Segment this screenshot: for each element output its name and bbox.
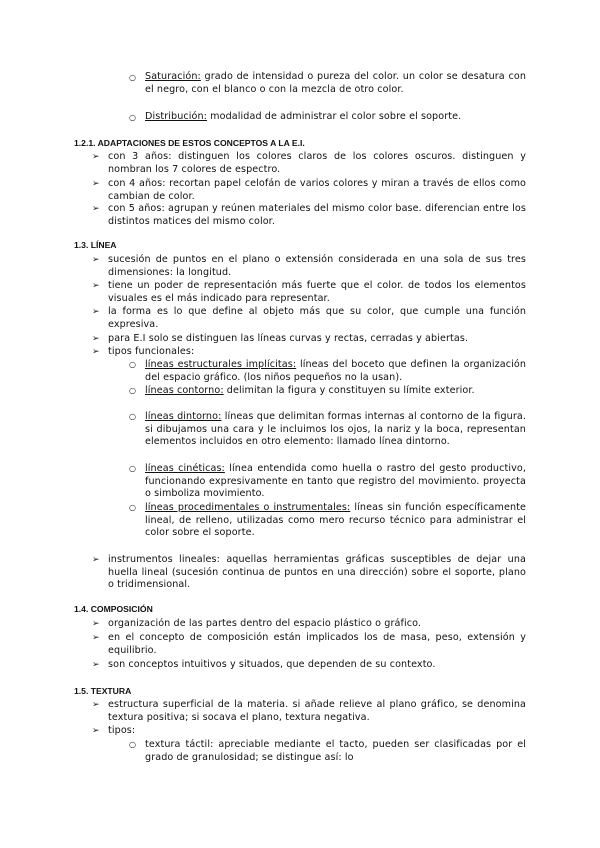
circle-bullet-icon: ○	[129, 503, 136, 512]
arrow-bullet-icon: ➢	[92, 307, 100, 317]
arrow-bullet-icon: ➢	[92, 555, 100, 565]
arrow-bullet-icon: ➢	[92, 179, 100, 189]
arrow-bullet-icon: ➢	[92, 204, 100, 214]
list-item: Distribución: modalidad de administrar el color sobre el soporte.	[145, 111, 462, 122]
arrow-bullet-icon: ➢	[92, 152, 100, 162]
circle-bullet-icon: ○	[129, 412, 136, 421]
list-item: en el concepto de composición están implicados los de masa, peso, extensión y equilibrio.	[108, 632, 526, 656]
list-item: líneas contorno: delimitan la figura y constituyen su límite exterior.	[145, 385, 475, 396]
list-item: líneas dintorno: líneas que delimitan formas internas al contorno de la figura. si dibujamos una cara y le incluimos los ojos, la nariz y la boca, representan elementos incluidos en otro elemento: llamado línea dintorno.	[145, 411, 526, 448]
list-item: con 3 años: distinguen los colores claros de los colores oscuros. distinguen y nombran los 7 colores de espectro.	[108, 151, 526, 175]
arrow-bullet-icon: ➢	[92, 619, 100, 629]
list-item: para E.I solo se distinguen las líneas curvas y rectas, cerradas y abiertas.	[108, 333, 469, 344]
arrow-bullet-icon: ➢	[92, 726, 100, 736]
list-item: organización de las partes dentro del espacio plástico o gráfico.	[108, 618, 422, 629]
arrow-bullet-icon: ➢	[92, 334, 100, 344]
section-heading: 1.4. COMPOSICIÓN	[74, 604, 153, 614]
list-item: líneas estructurales implícitas: líneas del boceto que definen la organización del espacio gráfico. (los niños pequeños no la usan).	[145, 359, 526, 383]
list-item: sucesión de puntos en el plano o extensión considerada en una sola de sus tres dimensiones: la longitud.	[108, 254, 526, 278]
circle-bullet-icon: ○	[129, 740, 136, 749]
list-item: con 5 años: agrupan y reúnen materiales del mismo color base. diferencian entre los distintos matices del mismo color.	[108, 203, 526, 227]
arrow-bullet-icon: ➢	[92, 660, 100, 670]
section-heading: 1.3. LÍNEA	[74, 240, 117, 250]
arrow-bullet-icon: ➢	[92, 347, 100, 357]
list-item: tipos funcionales:	[108, 346, 195, 357]
arrow-bullet-icon: ➢	[92, 633, 100, 643]
list-item: Saturación: grado de intensidad o pureza del color. un color se desatura con el negro, con el blanco o con la mezcla de otro color.	[145, 71, 526, 95]
list-item: líneas cinéticas: línea entendida como huella o rastro del gesto productivo, funcionando expresivamente en tanto que registro del movimiento. proyecta o simboliza movimiento.	[145, 463, 526, 500]
list-item: estructura superficial de la materia. si añade relieve al plano gráfico, se denomina textura positiva; si socava el plano, textura negativa.	[108, 699, 526, 723]
list-item: instrumentos lineales: aquellas herramientas gráficas susceptibles de dejar una huella lineal (sucesión continua de puntos en una dirección) sobre el soporte, plano o tridimensional.	[108, 554, 526, 591]
circle-bullet-icon: ○	[129, 360, 136, 369]
section-heading: 1.5. TEXTURA	[74, 686, 132, 696]
arrow-bullet-icon: ➢	[92, 255, 100, 265]
arrow-bullet-icon: ➢	[92, 281, 100, 291]
list-item: textura táctil: apreciable mediante el tacto, pueden ser clasificadas por el grado de granulosidad; se distingue así: lo	[145, 739, 526, 763]
circle-bullet-icon: ○	[129, 73, 136, 82]
circle-bullet-icon: ○	[129, 113, 136, 122]
list-item: tiene un poder de representación más fuerte que el color. de todos los elementos visuales es el más indicado para representar.	[108, 280, 526, 304]
circle-bullet-icon: ○	[129, 464, 136, 473]
list-item: líneas procedimentales o instrumentales: líneas sin función específicamente lineal, de relleno, utilizadas como mero recurso técnico para administrar el color sobre el soporte.	[145, 502, 526, 539]
list-item: tipos:	[108, 725, 136, 736]
list-item: con 4 años: recortan papel celofán de varios colores y miran a través de ellos como cambian de color.	[108, 178, 526, 202]
arrow-bullet-icon: ➢	[92, 700, 100, 710]
circle-bullet-icon: ○	[129, 386, 136, 395]
list-item: la forma es lo que define al objeto más que su color, que cumple una función expresiva.	[108, 306, 526, 330]
section-heading: 1.2.1. ADAPTACIONES DE ESTOS CONCEPTOS A LA E.I.	[74, 138, 305, 148]
list-item: son conceptos intuitivos y situados, que dependen de su contexto.	[108, 659, 436, 670]
